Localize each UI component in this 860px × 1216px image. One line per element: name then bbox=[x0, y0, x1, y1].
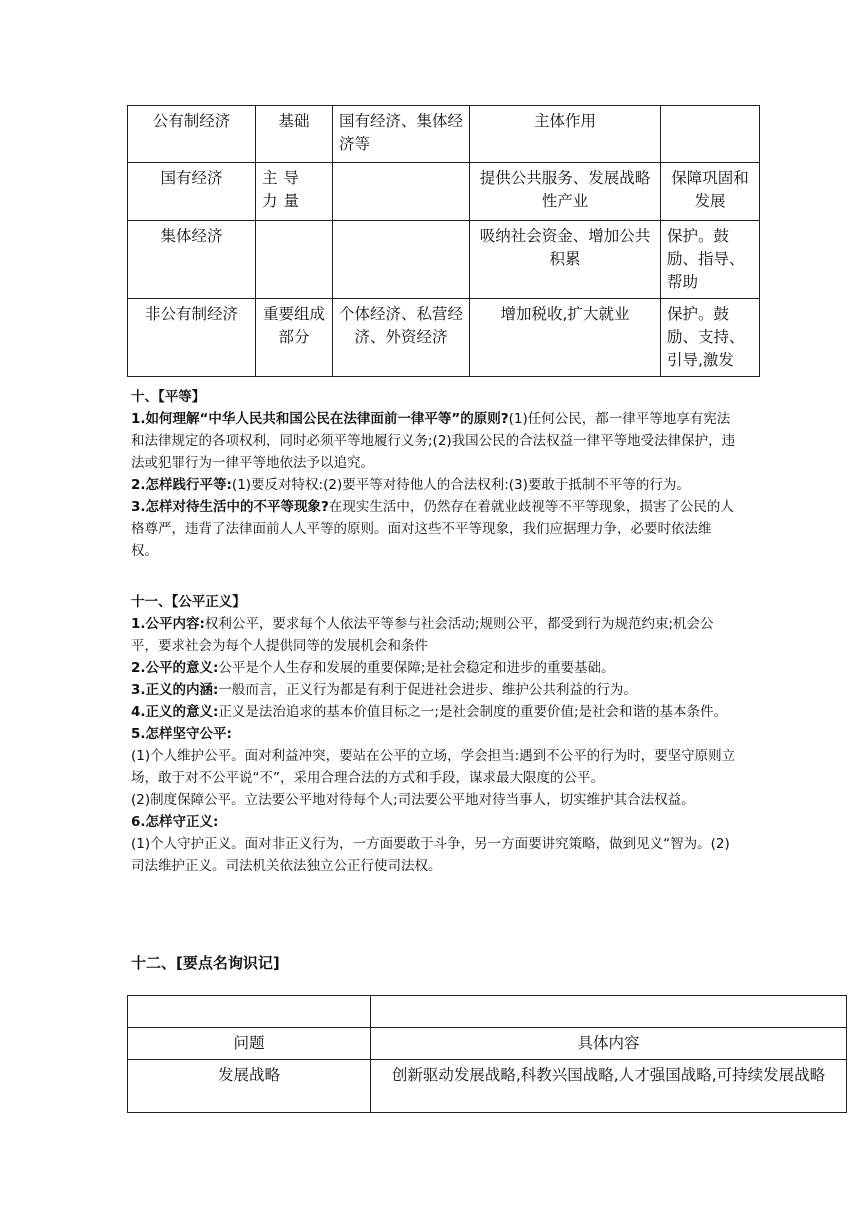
question-label: 1.如何理解“中华人民共和国公民在法律面前一律平等”的原则? bbox=[131, 411, 509, 427]
answer-text: 正义是法治追求的基本价值目标之一;是社会制度的重要价值;是社会和谐的基本条件。 bbox=[218, 704, 728, 720]
table-cell: 非公有制经济 bbox=[128, 299, 256, 377]
paragraph bbox=[131, 657, 737, 679]
table-cell bbox=[333, 221, 470, 299]
table-header-row bbox=[128, 1028, 847, 1060]
table-cell: 保护。鼓励、支持、引导,激发 bbox=[661, 299, 760, 377]
table-row bbox=[128, 106, 760, 163]
question-label: 3.怎样对待生活中的不平等现象? bbox=[131, 499, 329, 515]
paragraph bbox=[131, 474, 737, 496]
table-row bbox=[128, 299, 760, 377]
table-cell: 增加税收,扩大就业 bbox=[470, 299, 661, 377]
answer-text: 在现实生活中，仍然存在着就业歧视等不平等现象，损害了公民的人格尊严，违背了法律面前人人平等的原则。面对这些不平等现象，我们应据理力争，必要时依法维权。 bbox=[131, 499, 734, 559]
table-row bbox=[128, 996, 847, 1028]
section-title-key-points: 十二、[要点名询识记] bbox=[131, 954, 280, 972]
answer-text: 公平是个人生存和发展的重要保障;是社会稳定和进步的重要基础。 bbox=[218, 660, 615, 676]
question-label: 4.正义的意义: bbox=[131, 704, 219, 720]
table-cell: 集体经济 bbox=[128, 221, 256, 299]
question-label: 3.正义的内涵: bbox=[131, 682, 219, 698]
table-cell: 国有经济 bbox=[128, 163, 256, 221]
section-title: 十、【平等】 bbox=[131, 389, 206, 405]
table-cell: 个体经济、私营经济、外资经济 bbox=[333, 299, 470, 377]
question-label: 2.公平的意义: bbox=[131, 660, 219, 676]
question-label: 2.怎样践行平等: bbox=[131, 477, 232, 493]
economy-table bbox=[127, 105, 760, 377]
question-label: 5.怎样坚守公平: bbox=[131, 726, 232, 742]
table-row bbox=[128, 163, 760, 221]
table-cell bbox=[333, 163, 470, 221]
section-title: 十一、【公平正义】 bbox=[131, 594, 246, 610]
table-cell: 保护。鼓励、指导、帮助 bbox=[661, 221, 760, 299]
answer-text: (1)任何公民，都一律平等地享有宪法和法律规定的各项权利，同时必须平等地履行义务;(2)我国公民的合法权益一律平等地受法律保护，违法或犯罪行为一律平等地依法予以追究。 bbox=[131, 411, 736, 471]
table-cell: 公有制经济 bbox=[128, 106, 256, 163]
paragraph bbox=[131, 613, 737, 657]
answer-text: (1)个人维护公平。面对利益冲突，要站在公平的立场，学会担当:遇到不公平的行为时，要坚守原则立场，敢于对不公平说“不”，采用合理合法的方式和手段，谋求最大限度的公平。 bbox=[131, 748, 736, 786]
table-cell bbox=[371, 996, 847, 1028]
table-cell: 国有经济、集体经济等 bbox=[333, 106, 470, 163]
table-cell: 创新驱动发展战略,科教兴国战略,人才强国战略,可持续发展战略 bbox=[371, 1060, 847, 1113]
column-header: 问题 bbox=[128, 1028, 371, 1060]
answer-text: (1)个人守护正义。面对非正义行为，一方面要敢于斗争，另一方面要讲究策略，做到见义“智为。(2)司法维护正义。司法机关依法独立公正行使司法权。 bbox=[131, 836, 730, 874]
question-label: 6.怎样守正义: bbox=[131, 814, 219, 830]
column-header: 具体内容 bbox=[371, 1028, 847, 1060]
answer-text: (1)要反对特权:(2)要平等对待他人的合法权利:(3)要敢于抵制不平等的行为。 bbox=[231, 477, 690, 493]
table-row bbox=[128, 1060, 847, 1113]
paragraph bbox=[131, 496, 737, 562]
table-cell: 发展战略 bbox=[128, 1060, 371, 1113]
table-cell bbox=[128, 996, 371, 1028]
table-cell bbox=[661, 106, 760, 163]
table-cell: 主导力量 bbox=[256, 163, 333, 221]
paragraph bbox=[131, 408, 737, 474]
answer-text: 权利公平，要求每个人依法平等参与社会活动;规则公平，都受到行为规范约束;机会公平，要求社会为每个人提供同等的发展机会和条件 bbox=[131, 616, 714, 654]
table-cell bbox=[256, 221, 333, 299]
table-cell: 提供公共服务、发展战略性产业 bbox=[470, 163, 661, 221]
answer-text: 一般而言，正义行为都是有利于促进社会进步、维护公共利益的行为。 bbox=[218, 682, 637, 698]
table-row bbox=[128, 221, 760, 299]
table-cell: 保障巩固和发展 bbox=[661, 163, 760, 221]
table-cell: 重要组成部分 bbox=[256, 299, 333, 377]
paragraph bbox=[131, 701, 737, 723]
table-cell: 主体作用 bbox=[470, 106, 661, 163]
section-equality bbox=[131, 386, 737, 562]
question-label: 1.公平内容: bbox=[131, 616, 205, 632]
key-points-table bbox=[127, 995, 847, 1113]
table-cell: 吸纳社会资金、增加公共积累 bbox=[470, 221, 661, 299]
table-cell: 基础 bbox=[256, 106, 333, 163]
paragraph bbox=[131, 679, 737, 701]
section-fairness-justice bbox=[131, 591, 737, 877]
answer-text: (2)制度保障公平。立法要公平地对待每个人;司法要公平地对待当事人，切实维护其合法权益。 bbox=[131, 792, 695, 808]
